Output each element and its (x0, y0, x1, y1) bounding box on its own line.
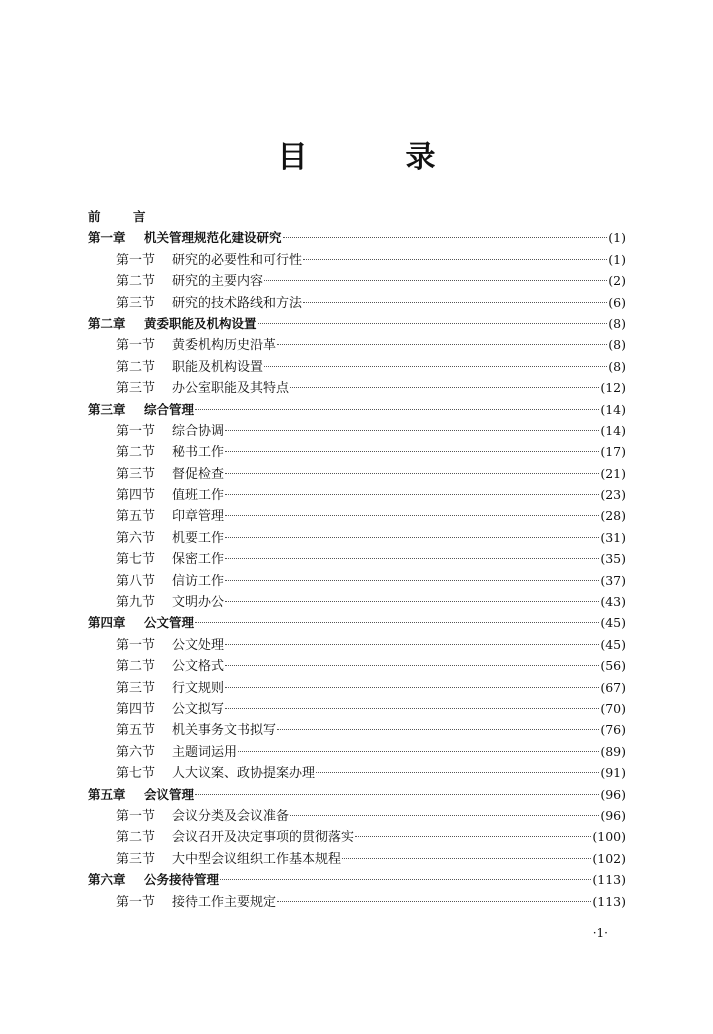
entry-number: 第七节 (116, 766, 156, 782)
entry-page-number: (31) (600, 529, 626, 545)
toc-chapter-entry[interactable] (88, 399, 626, 420)
entry-title: 大中型会议组织工作基本规程 (172, 851, 342, 867)
dot-leader (195, 408, 599, 410)
toc-chapter-entry[interactable] (88, 612, 626, 633)
dot-leader (225, 536, 599, 538)
dot-leader (225, 579, 599, 581)
toc-section-entry[interactable] (88, 719, 626, 740)
entry-title: 公文处理 (172, 637, 225, 653)
entry-title: 人大议案、政协提案办理 (172, 766, 316, 782)
entry-number: 第六节 (116, 744, 156, 760)
entry-number: 第四章 (88, 615, 126, 631)
entry-number: 第二节 (116, 274, 156, 290)
entry-title: 会议管理 (144, 786, 195, 802)
dot-leader (225, 450, 599, 452)
dot-leader (225, 557, 599, 559)
dot-leader (355, 835, 591, 837)
entry-page-number: (14) (600, 422, 626, 438)
dot-leader (290, 814, 599, 816)
entry-title: 综合协调 (172, 423, 225, 439)
entry-page-number: (37) (600, 572, 626, 588)
dot-leader (225, 707, 599, 709)
entry-title: 文明办公 (172, 595, 225, 611)
entry-title: 公务接待管理 (144, 872, 220, 888)
entry-number: 第六节 (116, 530, 156, 546)
entry-number: 第一节 (116, 338, 156, 354)
dot-leader (290, 386, 599, 388)
entry-page-number: (8) (608, 358, 626, 374)
entry-title: 值班工作 (172, 488, 225, 504)
toc-chapter-entry[interactable] (88, 784, 626, 805)
entry-title: 会议分类及会议准备 (172, 808, 290, 824)
entry-number: 第二节 (116, 830, 156, 846)
entry-title: 督促检查 (172, 466, 225, 482)
entry-page-number: (23) (600, 487, 626, 503)
dot-leader (283, 236, 608, 238)
entry-title: 机要工作 (172, 530, 225, 546)
entry-page-number: (113) (592, 893, 626, 909)
entry-page-number: (102) (592, 850, 626, 866)
entry-number: 第九节 (116, 595, 156, 611)
toc-section-entry[interactable] (88, 891, 626, 912)
entry-page-number: (8) (608, 315, 626, 331)
toc-section-entry[interactable] (88, 826, 626, 847)
entry-page-number: (2) (608, 273, 626, 289)
dot-leader (225, 493, 599, 495)
entry-title: 黄委职能及机构设置 (144, 315, 257, 331)
entry-page-number: (17) (600, 444, 626, 460)
toc-section-entry[interactable] (88, 420, 626, 441)
dot-leader (316, 771, 599, 773)
toc-section-entry[interactable] (88, 805, 626, 826)
toc-section-entry[interactable] (88, 334, 626, 355)
entry-number: 第二章 (88, 315, 126, 331)
dot-leader (303, 301, 607, 303)
entry-number: 第四节 (116, 488, 156, 504)
dot-leader (277, 900, 591, 902)
entry-title: 保密工作 (172, 552, 225, 568)
dot-leader (303, 258, 607, 260)
entry-number: 第五节 (116, 723, 156, 739)
dot-leader (264, 279, 607, 281)
entry-page-number: (100) (592, 829, 626, 845)
dot-leader (225, 472, 599, 474)
entry-title: 公文拟写 (172, 701, 225, 717)
entry-page-number: (45) (600, 636, 626, 652)
entry-title: 职能及机构设置 (172, 359, 264, 375)
entry-title: 会议召开及决定事项的贯彻落实 (172, 830, 355, 846)
dot-leader (225, 429, 599, 431)
toc-preface[interactable] (88, 206, 626, 227)
dot-leader (342, 857, 591, 859)
entry-page-number: (1) (608, 230, 626, 246)
entry-page-number: (96) (600, 807, 626, 823)
entry-number: 第一节 (116, 637, 156, 653)
entry-title: 办公室职能及其特点 (172, 381, 290, 397)
toc-section-entry[interactable] (88, 548, 626, 569)
entry-title: 机关事务文书拟写 (172, 723, 277, 739)
toc-entries (88, 227, 626, 912)
entry-number: 第二节 (116, 659, 156, 675)
entry-number: 第一节 (116, 894, 156, 910)
entry-number: 第五节 (116, 509, 156, 525)
toc-section-entry[interactable] (88, 591, 626, 612)
toc-chapter-entry[interactable] (88, 313, 626, 334)
toc-section-entry[interactable] (88, 634, 626, 655)
dot-leader (238, 750, 599, 752)
toc-section-entry[interactable] (88, 762, 626, 783)
entry-page-number: (45) (600, 615, 626, 631)
dot-leader (225, 664, 599, 666)
entry-number: 第一节 (116, 423, 156, 439)
entry-number: 第三节 (116, 680, 156, 696)
toc-section-entry[interactable] (88, 527, 626, 548)
entry-title: 接待工作主要规定 (172, 894, 277, 910)
toc-section-entry[interactable] (88, 741, 626, 762)
entry-number: 第二节 (116, 359, 156, 375)
entry-number: 第三节 (116, 295, 156, 311)
dot-leader (264, 365, 607, 367)
dot-leader (225, 686, 599, 688)
entry-number: 第五章 (88, 786, 126, 802)
entry-number: 第一节 (116, 252, 156, 268)
entry-page-number: (76) (600, 722, 626, 738)
entry-title: 行文规则 (172, 680, 225, 696)
entry-number: 第七节 (116, 552, 156, 568)
entry-page-number: (21) (600, 465, 626, 481)
entry-title: 公文格式 (172, 659, 225, 675)
entry-page-number: (8) (608, 337, 626, 353)
toc-section-entry[interactable] (88, 677, 626, 698)
dot-leader (225, 514, 599, 516)
toc-section-entry[interactable] (88, 484, 626, 505)
page-title: 目 录 (277, 140, 470, 175)
entry-title: 机关管理规范化建设研究 (144, 230, 282, 246)
entry-number: 第八节 (116, 573, 156, 589)
preface-label: 前 言 (88, 209, 156, 224)
entry-title: 研究的技术路线和方法 (172, 295, 303, 311)
table-of-contents (88, 206, 626, 912)
entry-page-number: (6) (608, 294, 626, 310)
entry-title: 公文管理 (144, 615, 195, 631)
entry-page-number: (28) (600, 508, 626, 524)
dot-leader (277, 343, 607, 345)
entry-number: 第六章 (88, 872, 126, 888)
entry-number: 第三节 (116, 381, 156, 397)
toc-section-entry[interactable] (88, 505, 626, 526)
entry-title: 综合管理 (144, 401, 195, 417)
dot-leader (195, 621, 599, 623)
entry-number: 第三章 (88, 401, 126, 417)
entry-number: 第四节 (116, 701, 156, 717)
entry-number: 第一章 (88, 230, 126, 246)
entry-page-number: (56) (600, 658, 626, 674)
entry-title: 印章管理 (172, 509, 225, 525)
toc-section-entry[interactable] (88, 441, 626, 462)
entry-page-number: (67) (600, 679, 626, 695)
entry-title: 秘书工作 (172, 445, 225, 461)
dot-leader (225, 643, 599, 645)
entry-page-number: (43) (600, 594, 626, 610)
entry-page-number: (35) (600, 551, 626, 567)
toc-section-entry[interactable] (88, 356, 626, 377)
page-number: ·1· (592, 926, 608, 940)
entry-page-number: (12) (600, 380, 626, 396)
dot-leader (277, 728, 599, 730)
entry-page-number: (1) (608, 251, 626, 267)
dot-leader (195, 793, 599, 795)
dot-leader (220, 878, 591, 880)
toc-section-entry[interactable] (88, 270, 626, 291)
entry-title: 主题词运用 (172, 744, 238, 760)
entry-number: 第二节 (116, 445, 156, 461)
entry-title: 信访工作 (172, 573, 225, 589)
entry-page-number: (14) (600, 401, 626, 417)
toc-section-entry[interactable] (88, 463, 626, 484)
entry-title: 研究的主要内容 (172, 274, 264, 290)
toc-section-entry[interactable] (88, 570, 626, 591)
toc-section-entry[interactable] (88, 292, 626, 313)
toc-section-entry[interactable] (88, 848, 626, 869)
entry-title: 黄委机构历史沿革 (172, 338, 277, 354)
dot-leader (258, 322, 608, 324)
entry-page-number: (91) (600, 765, 626, 781)
entry-page-number: (96) (600, 786, 626, 802)
entry-title: 研究的必要性和可行性 (172, 252, 303, 268)
entry-number: 第一节 (116, 808, 156, 824)
toc-chapter-entry[interactable] (88, 227, 626, 248)
entry-page-number: (89) (600, 743, 626, 759)
toc-section-entry[interactable] (88, 377, 626, 398)
toc-section-entry[interactable] (88, 698, 626, 719)
dot-leader (225, 600, 599, 602)
entry-number: 第三节 (116, 851, 156, 867)
toc-chapter-entry[interactable] (88, 869, 626, 890)
toc-section-entry[interactable] (88, 249, 626, 270)
entry-page-number: (113) (592, 872, 626, 888)
toc-section-entry[interactable] (88, 655, 626, 676)
entry-page-number: (70) (600, 700, 626, 716)
entry-number: 第三节 (116, 466, 156, 482)
